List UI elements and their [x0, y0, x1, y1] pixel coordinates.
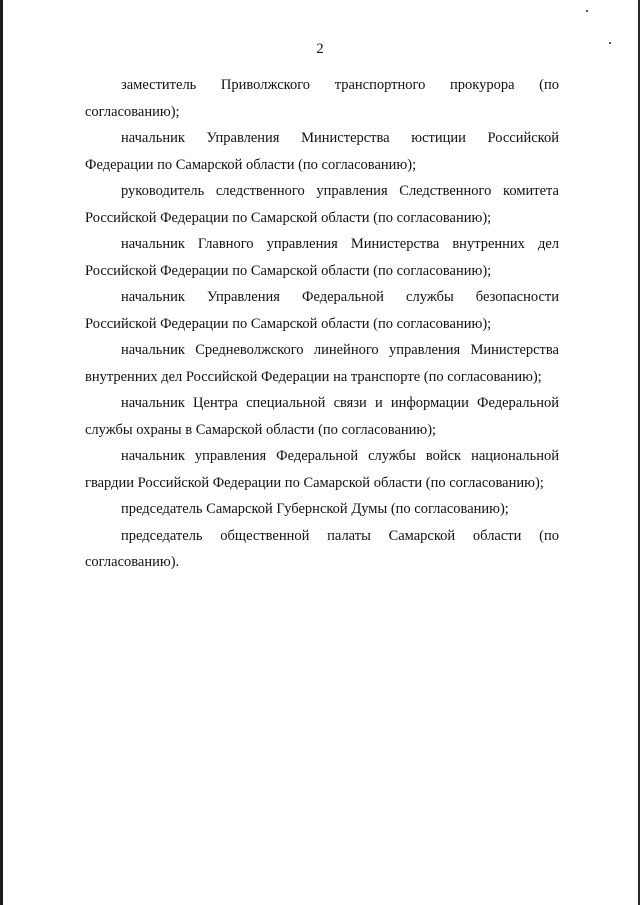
paragraph-line: начальник Главного управления Министерства внутренних дел	[121, 236, 559, 252]
paragraph-line: руководитель следственного управления Следственного комитета	[121, 183, 559, 199]
paragraph-line: гвардии Российской Федерации по Самарской области (по согласованию);	[85, 474, 544, 491]
paragraph-line: начальник Центра специальной связи и информации Федеральной	[121, 395, 559, 411]
paragraph	[85, 72, 559, 125]
document-body	[85, 72, 559, 576]
paragraph	[85, 125, 559, 178]
scan-speck	[586, 10, 588, 12]
paragraph-line: согласованию).	[85, 554, 180, 570]
paragraph	[85, 178, 559, 231]
paragraph-line: начальник Средневолжского линейного управления Министерства	[121, 342, 559, 358]
paragraph-line: внутренних дел Российской Федерации на транспорте (по согласованию);	[85, 368, 542, 385]
paragraph-line: председатель общественной палаты Самарской области (по	[121, 527, 559, 544]
page-number: 2	[316, 41, 324, 57]
paragraph-line: службы охраны в Самарской области (по согласованию);	[85, 421, 437, 438]
paragraph	[85, 231, 559, 284]
paragraph-line: начальник Управления Министерства юстиции Российской	[121, 130, 559, 146]
paragraph-line: председатель Самарской Губернской Думы (по согласованию);	[121, 501, 509, 517]
paragraph-line: заместитель Приволжского транспортного прокурора (по	[121, 77, 559, 93]
paragraph	[85, 337, 559, 390]
paragraph	[85, 284, 559, 337]
paragraph	[85, 496, 559, 523]
paragraph	[85, 390, 559, 443]
paragraph-line: Российской Федерации по Самарской области (по согласованию);	[85, 209, 492, 226]
scan-left-edge	[0, 0, 3, 905]
paragraph-line: Российской Федерации по Самарской области (по согласованию);	[85, 315, 492, 332]
paragraph-line: начальник управления Федеральной службы войск национальной	[121, 448, 559, 464]
paragraph-line: Федерации по Самарской области (по согласованию);	[85, 156, 417, 173]
paragraph	[85, 523, 559, 576]
paragraph-line: Российской Федерации по Самарской области (по согласованию);	[85, 262, 492, 279]
paragraph	[85, 443, 559, 496]
paragraph-line: начальник Управления Федеральной службы безопасности	[121, 289, 559, 305]
paragraph-line: согласованию);	[85, 103, 180, 120]
